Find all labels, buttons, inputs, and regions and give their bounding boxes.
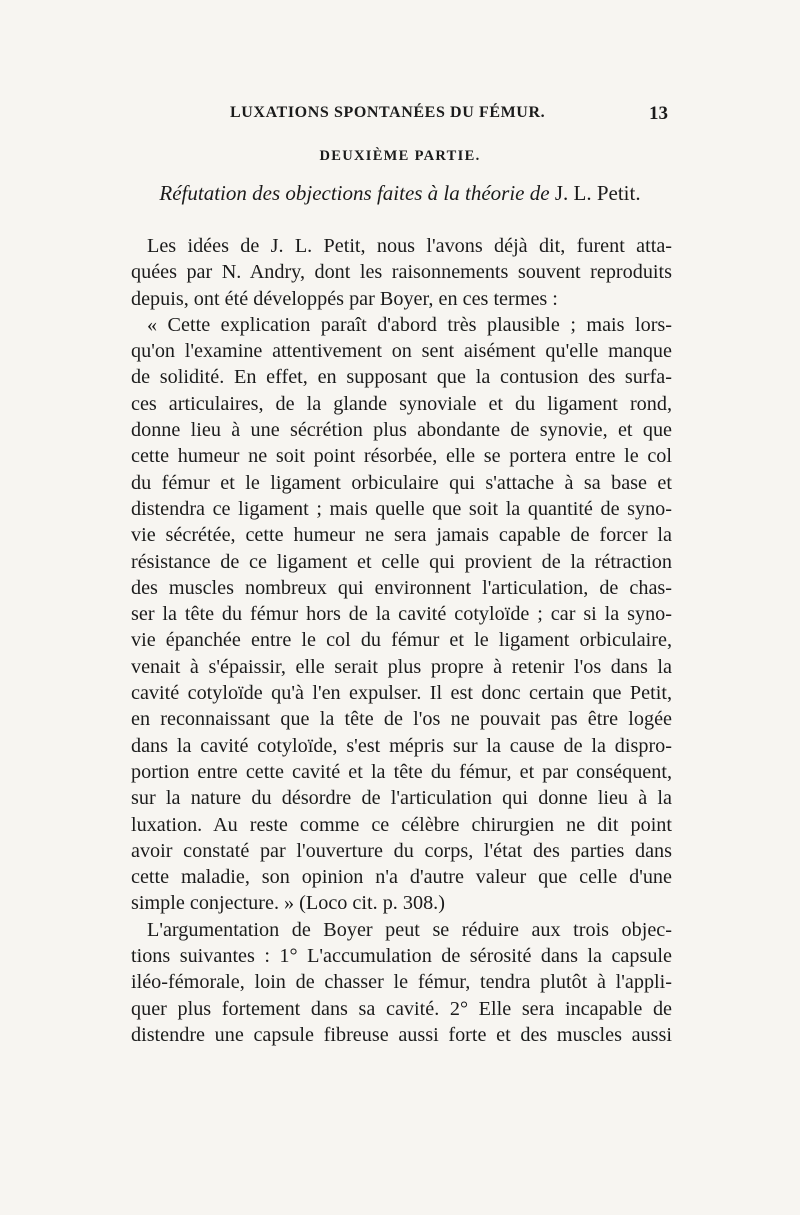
text-line: résistance de ce ligament et celle qui provient de la rétraction [131, 550, 672, 573]
text-line: iléo-fémorale, loin de chasser le fémur, tendra plutôt à l'appli- [131, 971, 672, 994]
text-line: cette maladie, son opinion n'a d'autre valeur que celle d'une [131, 866, 672, 889]
text-line: sur la nature du désordre de l'articulation qui donne lieu à la [131, 787, 672, 810]
text-line: L'argumentation de Boyer peut se réduire aux trois objec- [147, 918, 672, 941]
text-line: simple conjecture. » (Loco cit. p. 308.) [131, 892, 445, 915]
text-line: vie sécrétée, cette humeur ne sera jamais capable de forcer la [131, 524, 672, 547]
text-line: « Cette explication paraît d'abord très plausible ; mais lors- [147, 313, 672, 336]
text-line: quées par N. Andry, dont les raisonnements souvent reproduits [131, 261, 672, 284]
text-line: portion entre cette cavité et la tête du fémur, et par conséquent, [131, 760, 672, 783]
subtitle-italic: Réfutation des objections faites à la théorie de [159, 181, 550, 205]
text-line: qu'on l'examine attentivement on sent aisément qu'elle manque [131, 340, 672, 363]
text-line: ser la tête du fémur hors de la cavité cotyloïde ; car si la syno- [131, 603, 672, 626]
text-line: dans la cavité cotyloïde, s'est mépris sur la cause de la dispro- [131, 734, 672, 757]
text-line: des muscles nombreux qui environnent l'articulation, de chas- [131, 576, 672, 599]
text-line: luxation. Au reste comme ce célèbre chirurgien ne dit point [131, 813, 672, 836]
running-title: LUXATIONS SPONTANÉES DU FÉMUR. [230, 104, 546, 121]
text-line: vie épanchée entre le col du fémur et le ligament orbiculaire, [131, 629, 672, 652]
page-number: 13 [649, 103, 668, 124]
running-header [130, 100, 668, 130]
text-line: de solidité. En effet, en supposant que la contusion des surfa- [131, 366, 672, 389]
text-line: donne lieu à une sécrétion plus abondante de synovie, et que [131, 419, 672, 442]
text-line: venait à s'épaissir, elle serait plus propre à retenir l'os dans la [131, 655, 672, 678]
text-line: avoir constaté par l'ouverture du corps, l'état des parties dans [131, 839, 672, 862]
body-text [131, 233, 672, 1048]
subtitle-roman: J. L. Petit. [549, 181, 641, 205]
text-line: quer plus fortement dans sa cavité. 2° Elle sera incapable de [131, 997, 672, 1020]
text-line: tions suivantes : 1° L'accumulation de sérosité dans la capsule [131, 945, 672, 968]
part-title: DEUXIÈME PARTIE. [319, 148, 481, 164]
text-line: en reconnaissant que la tête de l'os ne pouvait pas être logée [131, 708, 672, 731]
text-line: Les idées de J. L. Petit, nous l'avons déjà dit, furent atta- [147, 235, 672, 257]
text-line: cavité cotyloïde qu'à l'en expulser. Il est donc certain que Petit, [131, 682, 672, 705]
text-line: du fémur et le ligament orbiculaire qui s'attache à sa base et [131, 471, 672, 494]
text-line: distendre une capsule fibreuse aussi forte et des muscles aussi [131, 1023, 672, 1046]
text-line: ces articulaires, de la glande synoviale et du ligament rond, [131, 392, 672, 415]
text-line: cette humeur ne soit point résorbée, elle se portera entre le col [131, 445, 672, 468]
text-line: distendra ce ligament ; mais quelle que soit la quantité de syno- [131, 497, 672, 520]
section-subtitle [130, 181, 670, 206]
text-line: depuis, ont été développés par Boyer, en ces termes : [131, 287, 558, 310]
